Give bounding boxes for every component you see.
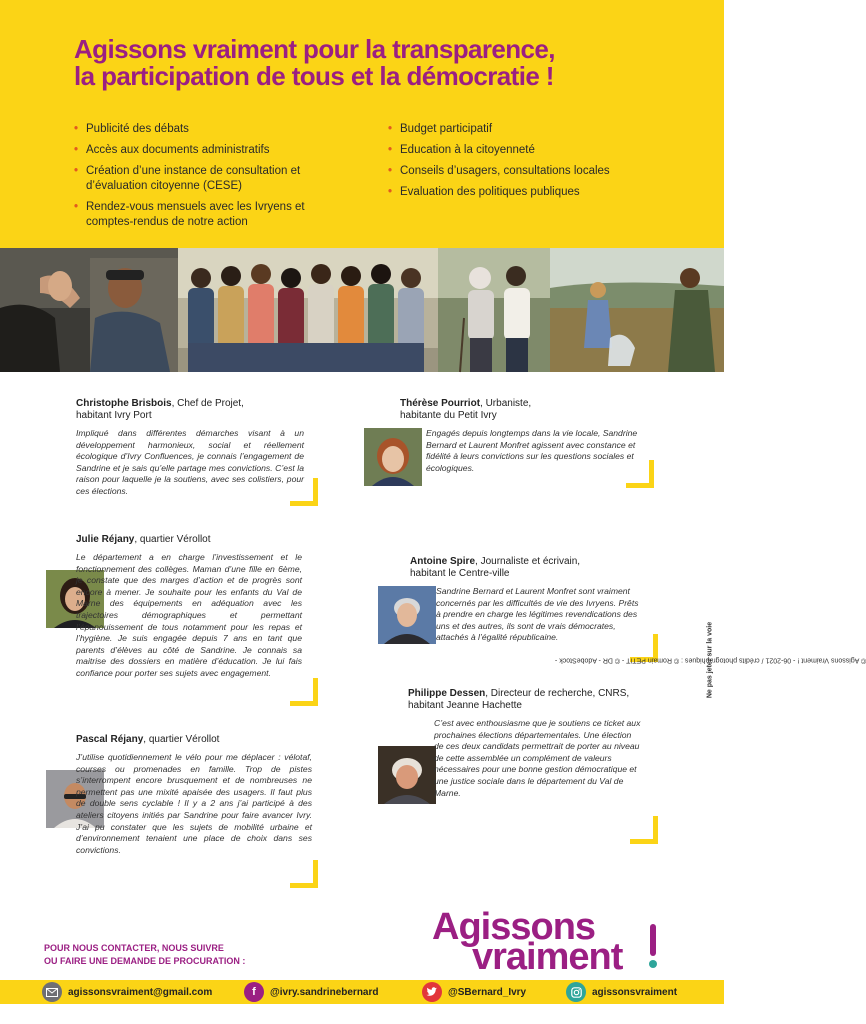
- bullet-icon: •: [74, 201, 79, 213]
- footer-twitter[interactable]: [422, 982, 526, 1002]
- list-item: • Rendez-vous mensuels avec les Ivryens et comptes-rendus de notre action: [74, 201, 305, 228]
- brand-logo: [432, 906, 682, 976]
- list-item: • Budget participatif: [388, 123, 493, 135]
- bullet-icon: •: [388, 165, 393, 177]
- testimonial-author: [410, 556, 642, 580]
- author-location: habitant Ivry Port: [76, 410, 152, 421]
- testimonial-pourriot: [400, 398, 640, 474]
- list-item: • Publicité des débats: [74, 123, 189, 135]
- author-location: habitant Jeanne Hachette: [408, 700, 522, 711]
- logo-line-2: vraiment: [472, 936, 623, 978]
- author-location: habitant le Centre-ville: [410, 568, 510, 579]
- mail-icon: [42, 982, 62, 1002]
- twitter-icon: [422, 982, 442, 1002]
- footer-instagram[interactable]: [566, 982, 677, 1002]
- instagram-icon: [566, 982, 586, 1002]
- list-item: • Evaluation des politiques publiques: [388, 186, 580, 198]
- list-item: • Conseils d’usagers, consultations locales: [388, 165, 610, 177]
- author-name: Julie Réjany: [76, 534, 135, 545]
- bullet-icon: •: [388, 123, 393, 135]
- bullet-icon: •: [74, 144, 79, 156]
- footer-bar: [0, 980, 724, 1004]
- photo-cleanup: [550, 248, 724, 372]
- list-item: • Education à la citoyenneté: [388, 144, 535, 156]
- author-name: Philippe Dessen: [408, 688, 486, 699]
- author-role: , Chef de Projet,: [171, 398, 244, 409]
- photo-group-hug: [178, 248, 438, 372]
- logo-exclamation-bar: [650, 924, 656, 956]
- logo-exclamation-dot: [649, 960, 657, 968]
- testimonial-quote: J’utilise quotidiennement le vélo pour me déplacer : vélotaf, courses ou promenades en famille. Trop de pistes s’interrompent encore brusquement et de nombreuses ne permettent pas une mixité apaisée des usagers. Il faut plus de double sens cyclable ! Il y a 2 ans j’ai participé à des ateliers citoyens initiés par Sandrine pour faire avancer Ivry. J’ai pu constater que les sujets de mobilité urbaine et d’environnement tenaient une place de choix dans ses convictions.: [76, 752, 312, 855]
- twitter-link[interactable]: @SBernard_Ivry: [448, 986, 527, 998]
- list-item: • Création d’une instance de consultation et d’évaluation citoyenne (CESE): [74, 165, 301, 192]
- bullet-icon: •: [74, 165, 79, 177]
- testimonial-quote: Le département a en charge l’investissement et le fonctionnement des collèges. Maman d’une fille en 6ème, je constate que des marges d’action et de progrès sont encore à mener. Je souhaite pour les enfants du Val de Marne des équipements en adéquation avec les trajectoires démographiques et permettant l’épanouissement de tous notamment pour les repas et l’hygiène. Je suis engagée depuis 7 ans en tant que parents d’élèves au côté de Sandrine. Je connais sa maitrise des dossiers en matière d’éducation. Je lui fais confiance pour porter ses sujets avec engagement.: [76, 552, 302, 678]
- testimonial-author: [400, 398, 640, 422]
- contact-title: POUR NOUS CONTACTER, NOUS SUIVRE OU FAIRE UNE DEMANDE DE PROCURATION :: [44, 943, 246, 966]
- testimonial-pascal: [76, 734, 312, 856]
- facebook-link[interactable]: @ivry.sandrinebernard: [270, 986, 379, 998]
- credit-bold: Ne pas jeter sur la voie: [706, 621, 714, 699]
- header-band: [0, 0, 724, 248]
- bullet-list-left: [74, 122, 324, 236]
- author-name: Antoine Spire: [410, 556, 476, 567]
- photo-strip: [0, 248, 724, 372]
- testimonial-quote: Sandrine Bernard et Laurent Monfret sont vraiment concernés par les difficultés de vie des Ivryens. Prêts à prendre en charge les légitimes revendications des uns et des autres, ils sont de vrais démocrates, attachés à l’égalité républicaine.: [436, 586, 639, 643]
- author-role: , Journaliste et écrivain,: [475, 556, 581, 567]
- author-role: , Directeur de recherche, CNRS,: [485, 688, 630, 699]
- logo-line-1: Agissons: [432, 906, 596, 948]
- headline-line-2: la participation de tous et la démocratie !: [74, 61, 554, 91]
- credit-text: © Agissons Vraiment ! - 06-2021 / crédits photographiques : © Romain PETIT - © DR - AdobeStock -: [554, 656, 866, 664]
- testimonial-quote: Impliqué dans différentes démarches visant à un développement harmonieux, social et réellement écologique d’Ivry Confluences, je connais l’engagement de Sandrine et je sais qu’elle partage mes convictions. C’est la raison pour laquelle je la soutiens, avec ses colistiers, pour ces élections.: [76, 428, 304, 496]
- testimonial-brisbois: [76, 398, 304, 498]
- author-role: , Urbaniste,: [480, 398, 532, 409]
- headline-line-1: Agissons vraiment pour la transparence,: [74, 34, 555, 64]
- instagram-link[interactable]: agissonsvraiment: [592, 986, 678, 998]
- photo-high-five: [0, 248, 178, 372]
- testimonial-author: [76, 398, 304, 422]
- testimonial-quote: Engagés depuis longtemps dans la vie locale, Sandrine Bernard et Laurent Monfret agissent avec constance et fidélité à leurs convictions sur les questions sociales et écologiques.: [426, 428, 638, 473]
- footer-facebook[interactable]: [244, 982, 379, 1002]
- author-location: habitante du Petit Ivry: [400, 410, 497, 421]
- author-role: , quartier Vérollot: [143, 734, 220, 745]
- testimonial-julie: [76, 534, 302, 680]
- email-link[interactable]: agissonsvraiment@gmail.com: [68, 986, 213, 998]
- corner-decoration: [290, 678, 318, 706]
- author-role: , quartier Vérollot: [134, 534, 211, 545]
- testimonial-dessen: [408, 688, 642, 799]
- testimonial-quote: C’est avec enthousiasme que je soutiens ce ticket aux prochaines élections départementales. Une élection de ces deux candidats permettrait de porter au niveau de cette assemblée un complément de valeurs nécessaires pour une bonne gestion démocratique et une justice sociale dans le département du Val de Marne.: [434, 718, 641, 798]
- author-name: Pascal Réjany: [76, 734, 144, 745]
- bullet-icon: •: [388, 144, 393, 156]
- headline: [74, 36, 684, 90]
- bullet-icon: •: [388, 186, 393, 198]
- footer-email[interactable]: [42, 982, 212, 1002]
- corner-decoration: [290, 478, 318, 506]
- bullet-list-right: [388, 122, 668, 206]
- corner-decoration: [630, 816, 658, 844]
- testimonial-author: [408, 688, 642, 712]
- list-item: • Accès aux documents administratifs: [74, 144, 270, 156]
- bullet-icon: •: [74, 123, 79, 135]
- corner-decoration: [626, 460, 654, 488]
- testimonial-author: [76, 534, 302, 546]
- photo-elderly-walk: [438, 248, 550, 372]
- author-name: Thérèse Pourriot: [400, 398, 481, 409]
- corner-decoration: [290, 860, 318, 888]
- author-name: Christophe Brisbois: [76, 398, 172, 409]
- testimonial-spire: [410, 556, 642, 644]
- testimonial-author: [76, 734, 312, 746]
- facebook-icon: f: [244, 982, 264, 1002]
